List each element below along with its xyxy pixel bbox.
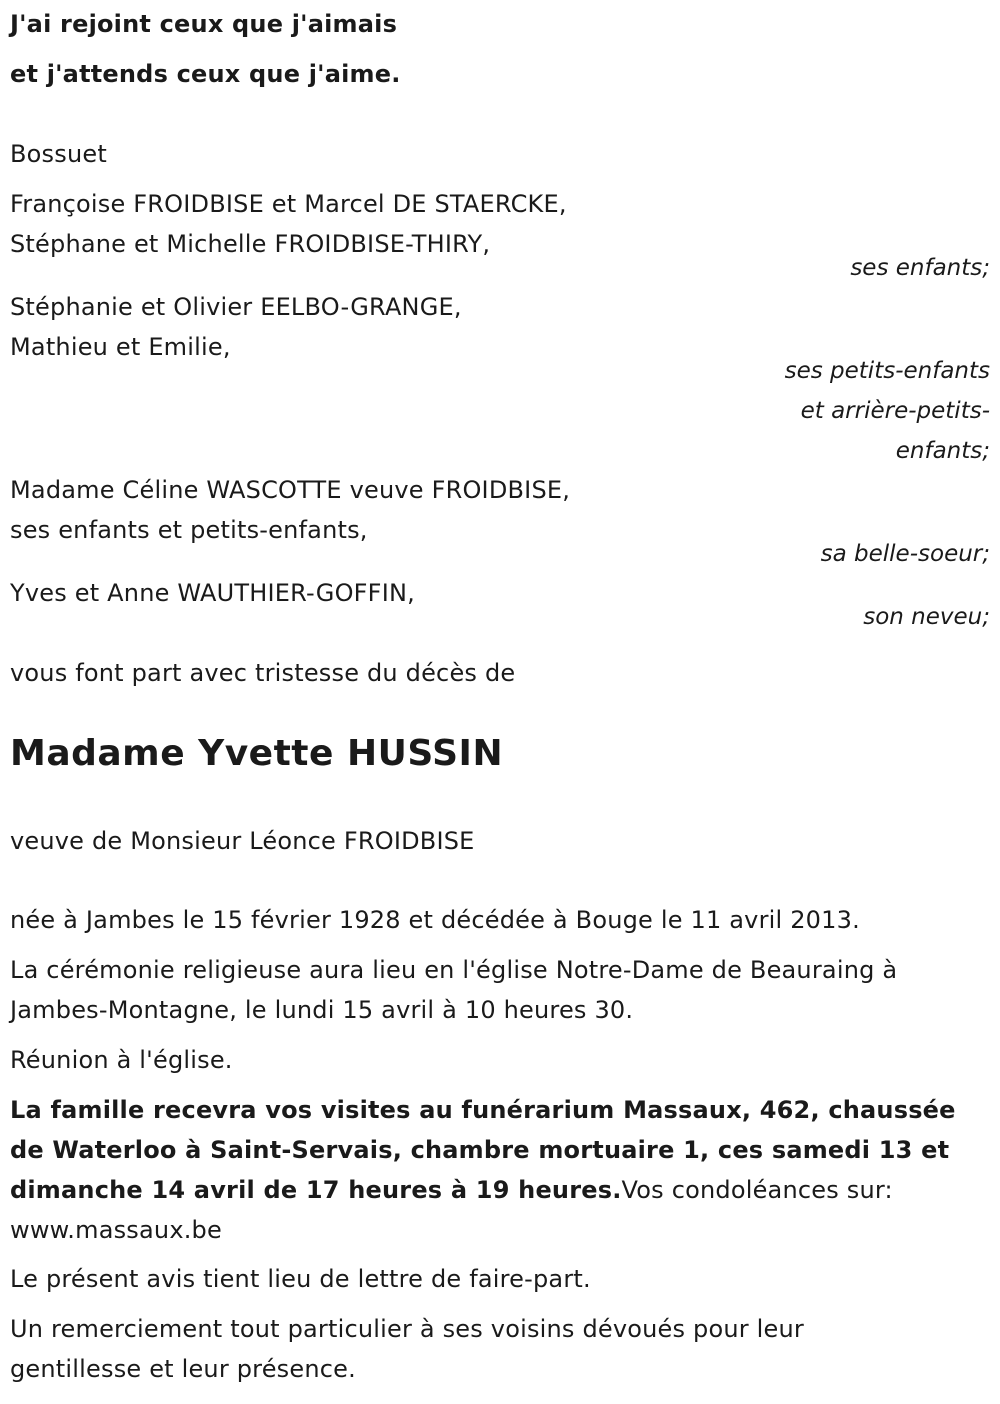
widow-of: veuve de Monsieur Léonce FROIDBISE [10,827,475,855]
visits-line-3 [10,1170,893,1210]
epitaph-line-1: J'ai rejoint ceux que j'aimais [10,10,398,38]
deceased-name: Madame Yvette HUSSIN [10,733,504,774]
meeting: Réunion à l'église. [10,1046,233,1074]
thanks-line-1: Un remerciement tout particulier à ses voisins dévoués pour leur [10,1315,804,1343]
children-relation: ses enfants; [850,255,990,281]
condolences-label: Vos condoléances sur: [621,1176,893,1204]
visits-hours: dimanche 14 avril de 17 heures à 19 heures. [10,1176,622,1204]
nephew-relation: son neveu; [863,604,990,630]
grandchildren-relation-3: enfants; [895,438,990,464]
visits-line-1: La famille recevra vos visites au funérarium Massaux, 462, chaussée [10,1096,956,1124]
birth-death-dates: née à Jambes le 15 février 1928 et décédée à Bouge le 11 avril 2013. [10,906,860,934]
grandchildren-name-1: Stéphanie et Olivier EELBO-GRANGE, [10,293,462,321]
sister-in-law-name-2: ses enfants et petits-enfants, [10,516,368,544]
grandchildren-relation-1: ses petits-enfants [784,358,990,384]
visits-line-2: de Waterloo à Saint-Servais, chambre mortuaire 1, ces samedi 13 et [10,1136,950,1164]
grandchildren-relation-2: et arrière-petits- [800,398,990,424]
sister-in-law-name-1: Madame Céline WASCOTTE veuve FROIDBISE, [10,476,571,504]
condolences-website: www.massaux.be [10,1216,222,1244]
notice: Le présent avis tient lieu de lettre de faire-part. [10,1265,591,1293]
thanks-line-2: gentillesse et leur présence. [10,1355,356,1383]
sister-in-law-relation: sa belle-soeur; [820,541,990,567]
children-name-2: Stéphane et Michelle FROIDBISE-THIRY, [10,230,491,258]
location: Bossuet [10,140,107,168]
ceremony-line-2: Jambes-Montagne, le lundi 15 avril à 10 heures 30. [10,996,634,1024]
epitaph-line-2: et j'attends ceux que j'aime. [10,60,401,88]
announcement: vous font part avec tristesse du décès de [10,659,516,687]
ceremony-line-1: La cérémonie religieuse aura lieu en l'église Notre-Dame de Beauraing à [10,956,898,984]
grandchildren-name-2: Mathieu et Emilie, [10,333,231,361]
nephew-name: Yves et Anne WAUTHIER-GOFFIN, [10,579,415,607]
children-name-1: Françoise FROIDBISE et Marcel DE STAERCKE, [10,190,567,218]
